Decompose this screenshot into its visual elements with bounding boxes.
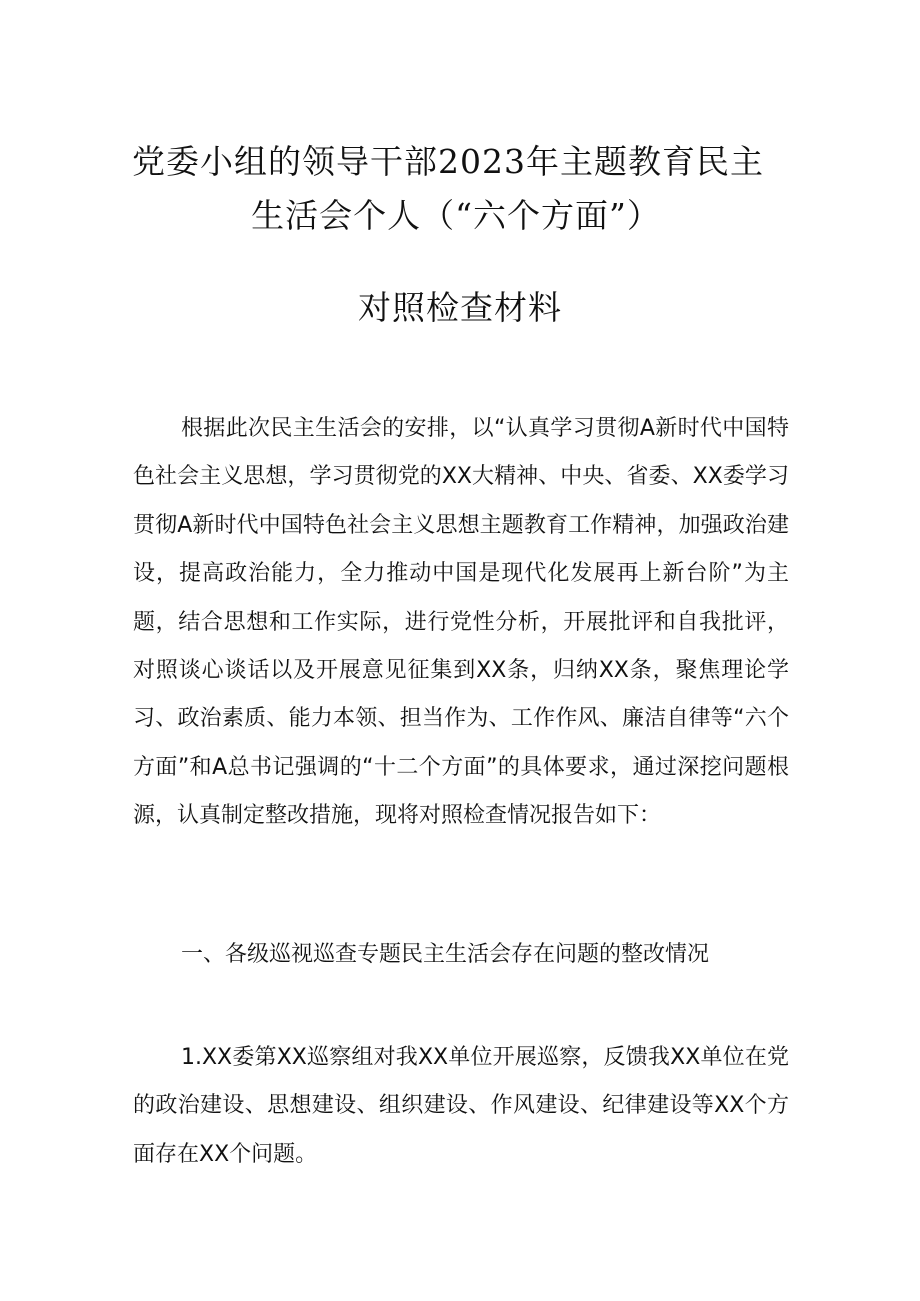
intro-paragraph: 根据此次民主生活会的安排，以“认真学习贯彻A新时代中国特色社会主义思想，学习贯彻党的XX大精神、中央、省委、XX委学习贯彻A新时代中国特色社会主义思想主题教育工作精神，加强政治建设，提高政治能力，全力推动中国是现代化发展再上新台阶”为主题，结合思想和工作实际，进行党性分析，开展批评和自我批评，对照谈心谈话以及开展意见征集到XX条，归纳XX条，聚焦理论学习、政治素质、能力本领、担当作为、工作作风、廉洁自律等“六个方面”和A总书记强调的“十二个方面”的具体要求，通过深挖问题根源，认真制定整改措施，现将对照检查情况报告如下：: [133, 416, 789, 829]
document-title-line-2: 生活会个人（“六个方面”）: [251, 196, 661, 235]
section-heading-1: 一、各级巡视巡查专题民主生活会存在问题的整改情况: [181, 942, 710, 967]
item-1-paragraph: 1.XX委第XX巡察组对我XX单位开展巡察，反馈我XX单位在党的政治建设、思想建设、组织建设、作风建设、纪律建设等XX个方面存在XX个问题。: [133, 1045, 789, 1167]
document-title-line-1: 党委小组的领导干部2023年主题教育民主: [132, 142, 764, 181]
document-title-line-3: 对照检查材料: [358, 288, 562, 327]
